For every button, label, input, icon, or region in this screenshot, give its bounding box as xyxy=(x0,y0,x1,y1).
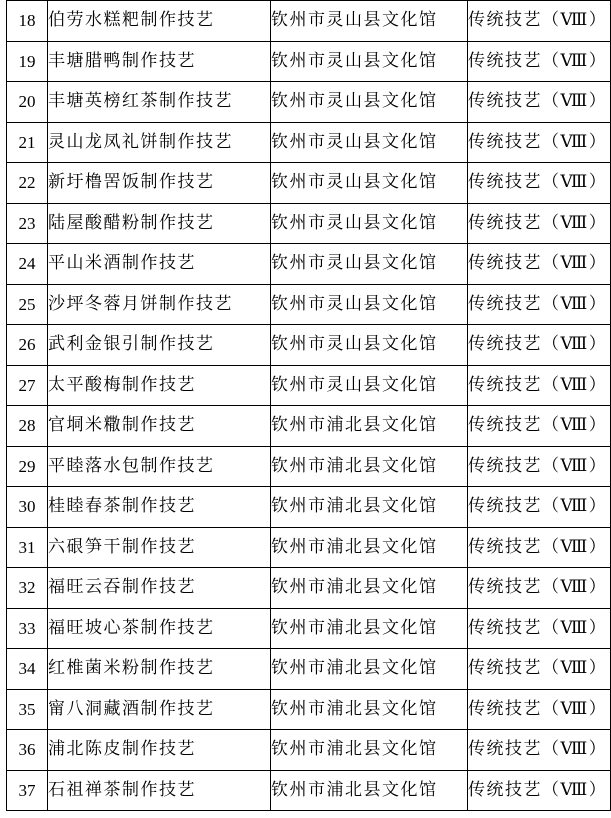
protection-unit-cell: 钦州市浦北县文化馆 xyxy=(271,770,468,811)
table-row xyxy=(7,608,611,649)
category-cell: 传统技艺（Ⅷ） xyxy=(468,649,611,690)
protection-unit-cell: 钦州市灵山县文化馆 xyxy=(271,82,468,123)
protection-unit-cell: 钦州市灵山县文化馆 xyxy=(271,365,468,406)
project-name-cell: 武利金银引制作技艺 xyxy=(48,325,271,366)
row-number-cell: 31 xyxy=(7,527,48,568)
row-number-cell: 27 xyxy=(7,365,48,406)
category-cell: 传统技艺（Ⅷ） xyxy=(468,82,611,123)
row-number-cell: 23 xyxy=(7,203,48,244)
protection-unit-cell: 钦州市灵山县文化馆 xyxy=(271,203,468,244)
category-cell: 传统技艺（Ⅷ） xyxy=(468,406,611,447)
table-row xyxy=(7,406,611,447)
protection-unit-cell: 钦州市灵山县文化馆 xyxy=(271,41,468,82)
project-name-cell: 平山米酒制作技艺 xyxy=(48,244,271,285)
category-cell: 传统技艺（Ⅷ） xyxy=(468,487,611,528)
row-number-cell: 33 xyxy=(7,608,48,649)
table-row xyxy=(7,82,611,123)
category-cell: 传统技艺（Ⅷ） xyxy=(468,770,611,811)
table-row xyxy=(7,689,611,730)
protection-unit-cell: 钦州市浦北县文化馆 xyxy=(271,487,468,528)
project-name-cell: 平睦落水包制作技艺 xyxy=(48,446,271,487)
row-number-cell: 25 xyxy=(7,284,48,325)
table-row xyxy=(7,122,611,163)
table-row xyxy=(7,568,611,609)
protection-unit-cell: 钦州市浦北县文化馆 xyxy=(271,608,468,649)
category-cell: 传统技艺（Ⅷ） xyxy=(468,325,611,366)
protection-unit-cell: 钦州市灵山县文化馆 xyxy=(271,325,468,366)
category-cell: 传统技艺（Ⅷ） xyxy=(468,730,611,771)
project-name-cell: 太平酸梅制作技艺 xyxy=(48,365,271,406)
row-number-cell: 37 xyxy=(7,770,48,811)
project-name-cell: 沙坪冬蓉月饼制作技艺 xyxy=(48,284,271,325)
category-cell: 传统技艺（Ⅷ） xyxy=(468,608,611,649)
table-row xyxy=(7,770,611,811)
protection-unit-cell: 钦州市浦北县文化馆 xyxy=(271,568,468,609)
protection-unit-cell: 钦州市浦北县文化馆 xyxy=(271,527,468,568)
heritage-project-table xyxy=(6,0,611,811)
table-row xyxy=(7,203,611,244)
row-number-cell: 30 xyxy=(7,487,48,528)
row-number-cell: 36 xyxy=(7,730,48,771)
category-cell: 传统技艺（Ⅷ） xyxy=(468,284,611,325)
protection-unit-cell: 钦州市浦北县文化馆 xyxy=(271,649,468,690)
table-row xyxy=(7,365,611,406)
protection-unit-cell: 钦州市灵山县文化馆 xyxy=(271,1,468,42)
category-cell: 传统技艺（Ⅷ） xyxy=(468,365,611,406)
table-row xyxy=(7,446,611,487)
table-row xyxy=(7,325,611,366)
row-number-cell: 19 xyxy=(7,41,48,82)
protection-unit-cell: 钦州市灵山县文化馆 xyxy=(271,163,468,204)
table-row xyxy=(7,1,611,42)
category-cell: 传统技艺（Ⅷ） xyxy=(468,122,611,163)
protection-unit-cell: 钦州市灵山县文化馆 xyxy=(271,244,468,285)
row-number-cell: 18 xyxy=(7,1,48,42)
project-name-cell: 甯八洞藏酒制作技艺 xyxy=(48,689,271,730)
category-cell: 传统技艺（Ⅷ） xyxy=(468,1,611,42)
table-row xyxy=(7,730,611,771)
table-row xyxy=(7,163,611,204)
table-row xyxy=(7,244,611,285)
protection-unit-cell: 钦州市浦北县文化馆 xyxy=(271,446,468,487)
project-name-cell: 桂睦春茶制作技艺 xyxy=(48,487,271,528)
table-row xyxy=(7,527,611,568)
category-cell: 传统技艺（Ⅷ） xyxy=(468,203,611,244)
protection-unit-cell: 钦州市灵山县文化馆 xyxy=(271,284,468,325)
project-name-cell: 陆屋酸醋粉制作技艺 xyxy=(48,203,271,244)
category-cell: 传统技艺（Ⅷ） xyxy=(468,689,611,730)
row-number-cell: 34 xyxy=(7,649,48,690)
table-body xyxy=(7,1,611,811)
table-row xyxy=(7,649,611,690)
project-name-cell: 浦北陈皮制作技艺 xyxy=(48,730,271,771)
protection-unit-cell: 钦州市浦北县文化馆 xyxy=(271,730,468,771)
protection-unit-cell: 钦州市浦北县文化馆 xyxy=(271,689,468,730)
row-number-cell: 32 xyxy=(7,568,48,609)
project-name-cell: 红椎菌米粉制作技艺 xyxy=(48,649,271,690)
protection-unit-cell: 钦州市浦北县文化馆 xyxy=(271,406,468,447)
project-name-cell: 官垌米糤制作技艺 xyxy=(48,406,271,447)
project-name-cell: 伯劳水糕粑制作技艺 xyxy=(48,1,271,42)
row-number-cell: 21 xyxy=(7,122,48,163)
category-cell: 传统技艺（Ⅷ） xyxy=(468,446,611,487)
project-name-cell: 丰塘英榜红茶制作技艺 xyxy=(48,82,271,123)
table-row xyxy=(7,284,611,325)
row-number-cell: 29 xyxy=(7,446,48,487)
project-name-cell: 福旺云吞制作技艺 xyxy=(48,568,271,609)
category-cell: 传统技艺（Ⅷ） xyxy=(468,163,611,204)
row-number-cell: 22 xyxy=(7,163,48,204)
table-row xyxy=(7,487,611,528)
category-cell: 传统技艺（Ⅷ） xyxy=(468,568,611,609)
project-name-cell: 灵山龙凤礼饼制作技艺 xyxy=(48,122,271,163)
row-number-cell: 26 xyxy=(7,325,48,366)
row-number-cell: 20 xyxy=(7,82,48,123)
project-name-cell: 丰塘腊鸭制作技艺 xyxy=(48,41,271,82)
row-number-cell: 24 xyxy=(7,244,48,285)
project-name-cell: 新圩橹罟饭制作技艺 xyxy=(48,163,271,204)
category-cell: 传统技艺（Ⅷ） xyxy=(468,244,611,285)
project-name-cell: 福旺坡心茶制作技艺 xyxy=(48,608,271,649)
protection-unit-cell: 钦州市灵山县文化馆 xyxy=(271,122,468,163)
category-cell: 传统技艺（Ⅷ） xyxy=(468,527,611,568)
row-number-cell: 35 xyxy=(7,689,48,730)
table-row xyxy=(7,41,611,82)
project-name-cell: 石祖禅茶制作技艺 xyxy=(48,770,271,811)
project-name-cell: 六硍笋干制作技艺 xyxy=(48,527,271,568)
row-number-cell: 28 xyxy=(7,406,48,447)
category-cell: 传统技艺（Ⅷ） xyxy=(468,41,611,82)
